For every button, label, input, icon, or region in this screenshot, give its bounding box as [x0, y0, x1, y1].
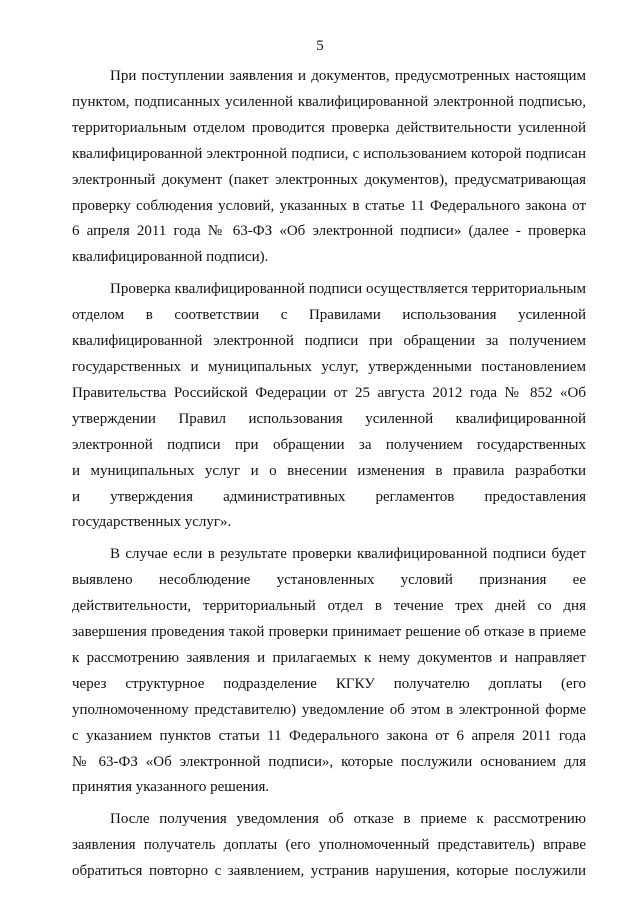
- paragraph: [72, 542, 586, 801]
- text-line: квалифицированной электронной подписи, с использованием которой подписан: [72, 145, 586, 162]
- text-line: В случае если в результате проверки квалифицированной подписи будет: [110, 546, 586, 563]
- text-line: После получения уведомления об отказе в приеме к рассмотрению: [110, 811, 586, 828]
- text-line: № 63-ФЗ «Об электронной подписи», которые послужили основанием для: [72, 753, 586, 770]
- text-line: проверку соблюдения условий, указанных в статье 11 Федерального закона от: [72, 197, 586, 214]
- text-line: обратиться повторно с заявлением, устранив нарушения, которые послужили: [72, 863, 586, 880]
- text-line: государственных услуг».: [72, 514, 232, 531]
- text-line: электронной подписи при обращении за получением государственных: [72, 436, 586, 453]
- text-line: с указанием пунктов статьи 11 Федерального закона от 6 апреля 2011 года: [72, 727, 586, 744]
- paragraph: [72, 277, 586, 536]
- text-line: Проверка квалифицированной подписи осуществляется территориальным: [110, 281, 586, 298]
- text-line: квалифицированной подписи).: [72, 249, 269, 266]
- text-line: выявлено несоблюдение установленных условий признания ее: [72, 572, 586, 589]
- text-line: завершения проведения такой проверки принимает решение об отказе в приеме: [72, 624, 586, 641]
- text-line: через структурное подразделение КГКУ получателю доплаты (его: [72, 675, 586, 692]
- text-line: государственных и муниципальных услуг, утвержденными постановлением: [72, 358, 586, 375]
- body-text: [72, 64, 586, 891]
- text-line: действительности, территориальный отдел в течение трех дней со дня: [72, 598, 586, 615]
- paragraph: [72, 807, 586, 885]
- text-line: заявления получатель доплаты (его уполномоченный представитель) вправе: [72, 837, 586, 854]
- text-line: и утверждения административных регламентов предоставления: [72, 488, 586, 505]
- text-line: территориальным отделом проводится проверка действительности усиленной: [72, 119, 586, 136]
- text-line: электронный документ (пакет электронных документов), предусматривающая: [72, 171, 586, 188]
- text-line: принятия указанного решения.: [72, 779, 270, 796]
- text-line: утверждении Правил использования усиленной квалифицированной: [72, 410, 586, 427]
- text-line: и муниципальных услуг и о внесении изменения в правила разработки: [72, 462, 586, 479]
- text-line: Правительства Российской Федерации от 25 августа 2012 года № 852 «Об: [72, 384, 586, 401]
- text-line: пунктом, подписанных усиленной квалифицированной электронной подписью,: [72, 93, 586, 110]
- page-number: 5: [316, 38, 324, 54]
- text-line: квалифицированной электронной подписи при обращении за получением: [72, 333, 586, 350]
- text-line: 6 апреля 2011 года № 63-ФЗ «Об электронной подписи» (далее - проверка: [72, 223, 586, 240]
- text-line: уполномоченному представителю) уведомление об этом в электронной форме: [72, 701, 586, 718]
- text-line: отделом в соответствии с Правилами использования усиленной: [72, 307, 586, 324]
- paragraph: [72, 64, 586, 271]
- text-line: к рассмотрению заявления и прилагаемых к нему документов и направляет: [72, 649, 586, 666]
- text-line: При поступлении заявления и документов, предусмотренных настоящим: [110, 68, 586, 84]
